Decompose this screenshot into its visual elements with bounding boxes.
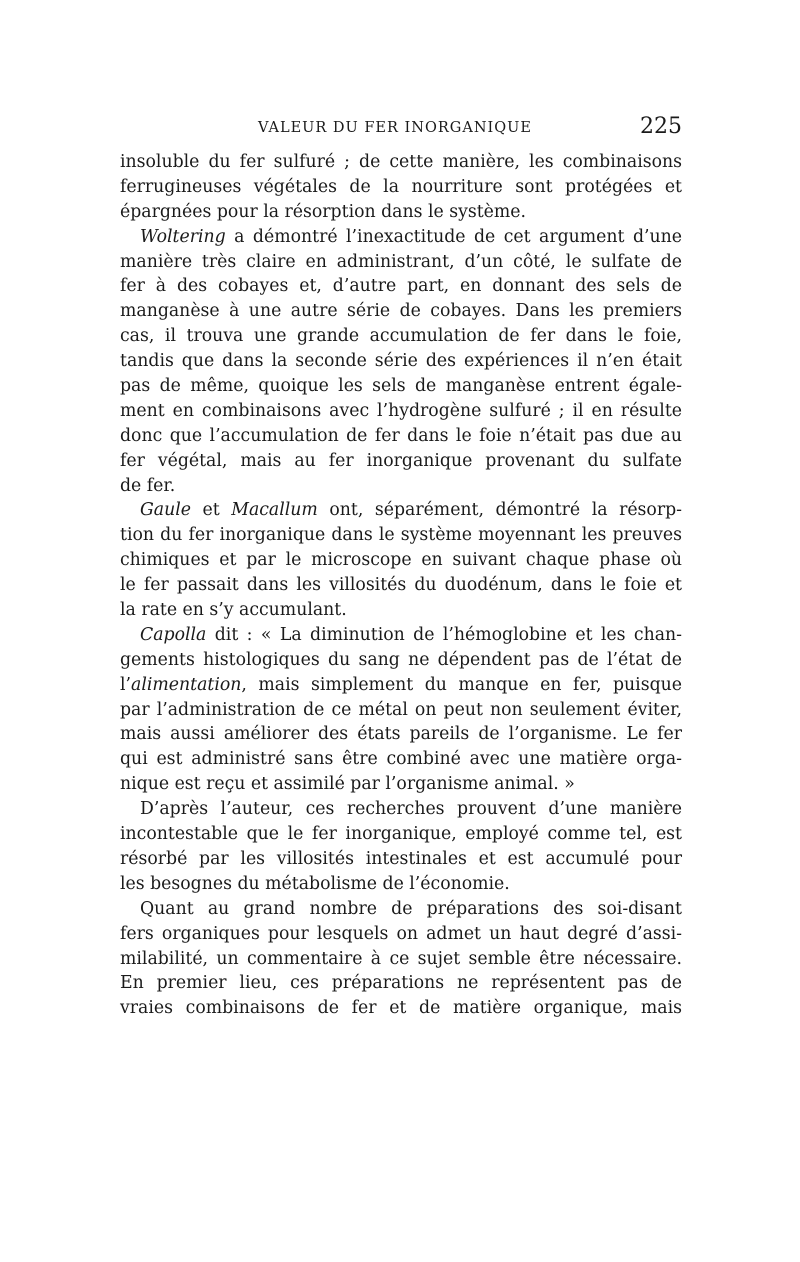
text-line [120,673,682,698]
text-line: par l’administration de ce métal on peut non seulement éviter, [120,699,682,720]
text-line: gements histologiques du sang ne dépendent pas de l’état de [120,649,682,670]
text-line [120,225,682,250]
author-name: Woltering [140,226,226,247]
text-line: En premier lieu, ces préparations ne représentent pas de [120,973,682,994]
text-line: Quant au grand nombre de préparations des soi-disant [140,898,682,919]
paragraph [120,897,682,1021]
text-line [120,623,682,648]
paragraph [120,498,682,622]
text-line: de fer. [120,475,176,496]
text-line: cas, il trouva une grande accumulation de fer dans le foie, [120,326,682,347]
page-number: 225 [640,114,682,139]
running-head-title: VALEUR DU FER INORGANIQUE [258,120,532,136]
text-fragment: ont, séparément, démontré la résorp- [317,500,682,521]
text-line: fers organiques pour lesquels on admet un haut degré d’assi- [120,923,682,944]
text-line: incontestable que le fer inorganique, employé comme tel, est [120,824,682,845]
text-line: donc que l’accumulation de fer dans le foie n’était pas due au [120,425,682,446]
text-line: D’après l’auteur, ces recherches prouvent d’une manière [140,799,682,820]
text-line: tandis que dans la seconde série des expériences il n’en était [120,351,682,372]
text-line: manière très claire en administrant, d’un côté, le sulfate de [120,251,682,272]
text-line: résorbé par les villosités intestinales et est accumulé pour [120,848,682,869]
text-line: tion du fer inorganique dans le système moyennant les preuves [120,525,682,546]
text-line: la rate en s’y accumulant. [120,600,347,621]
author-name: Capolla [140,624,207,645]
text-line: fer à des cobayes et, d’autre part, en donnant des sels de [120,276,682,297]
text-fragment: a démontré l’inexactitude de cet argument d’une [225,226,682,247]
text-line: milabilité, un commentaire à ce sujet semble être nécessaire. [120,948,682,969]
text-line: qui est administré sans être combiné avec une matière orga- [120,749,682,770]
paragraph [120,150,682,225]
text-line: vraies combinaisons de fer et de matière organique, mais [120,998,682,1019]
text-line: ferrugineuses végétales de la nourriture sont protégées et [120,176,682,197]
text-line: les besognes du métabolisme de l’économie. [120,873,510,894]
author-name: Gaule [140,500,191,521]
text-line: mais aussi améliorer des états pareils de l’organisme. Le fer [120,724,682,745]
text-fragment: , mais simplement du manque en fer, puisque [241,674,682,695]
text-fragment: l’ [120,674,132,695]
paragraph [120,797,682,897]
running-head [120,116,682,140]
text-line: ment en combinaisons avec l’hydrogène sulfuré ; il en résulte [120,400,682,421]
text-line [120,498,682,523]
paragraph [120,623,682,797]
emphasis: alimentation [131,674,242,695]
author-name: Macallum [231,500,318,521]
text-fragment: et [191,500,232,521]
text-line: chimiques et par le microscope en suivant chaque phase où [120,550,682,571]
text-line: le fer passait dans les villosités du duodénum, dans le foie et [120,575,682,596]
text-line: épargnées pour la résorption dans le système. [120,201,526,222]
text-line: insoluble du fer sulfuré ; de cette manière, les combinaisons [120,152,682,172]
text-line: manganèse à une autre série de cobayes. Dans les premiers [120,301,682,322]
paragraph [120,225,682,499]
text-line: nique est reçu et assimilé par l’organisme animal. » [120,774,575,795]
text-fragment: dit : « La diminution de l’hémoglobine et les chan- [206,624,682,645]
text-line: pas de même, quoique les sels de manganèse entrent égale- [120,376,682,397]
body-text [120,150,682,1021]
text-line: fer végétal, mais au fer inorganique provenant du sulfate [120,450,682,471]
